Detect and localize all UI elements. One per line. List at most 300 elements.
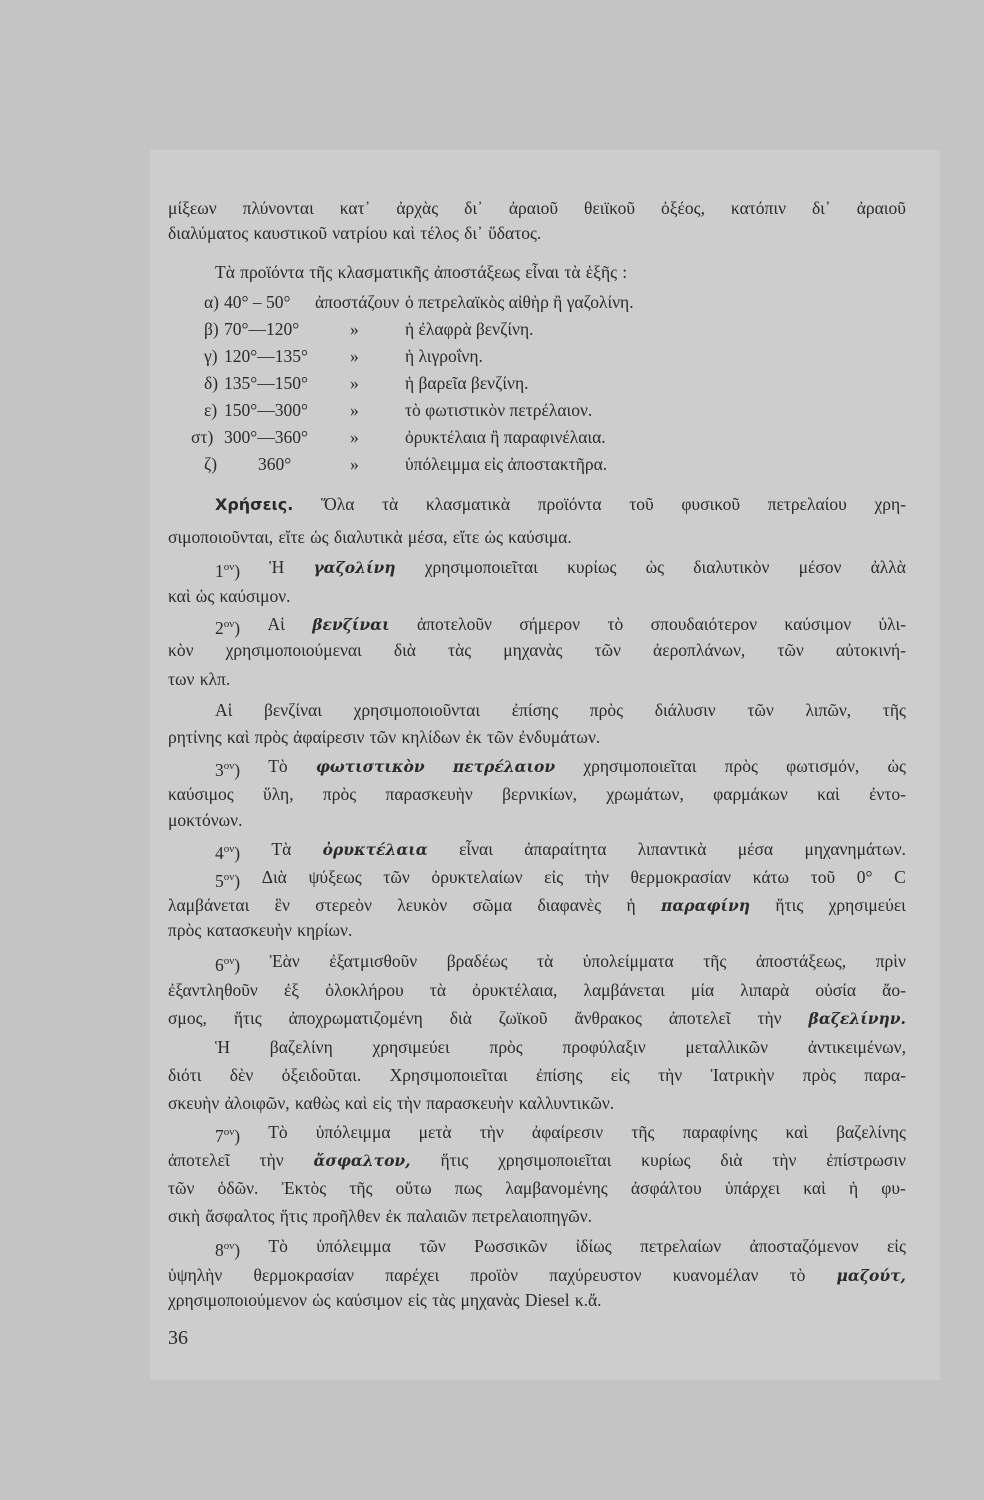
- text: τῶν: [168, 1178, 195, 1198]
- word: [225, 1092, 290, 1114]
- word: [426, 493, 510, 516]
- word: [487, 726, 513, 748]
- text: καύσιμον: [335, 1290, 403, 1310]
- text: Διὰ: [261, 867, 287, 887]
- word: [168, 1177, 194, 1199]
- word: [309, 261, 332, 283]
- text: κυρίως: [641, 1150, 691, 1170]
- text-line: [168, 1177, 906, 1199]
- text: τὰ: [537, 951, 554, 971]
- text: ἐξ: [283, 980, 300, 1000]
- text: βραδέως: [446, 951, 508, 971]
- text: λιπαντικὰ: [637, 839, 707, 859]
- word: [432, 1289, 455, 1311]
- text: ): [234, 1239, 241, 1260]
- word: [338, 261, 429, 283]
- word: [629, 493, 653, 516]
- text: Ἐὰν: [269, 951, 300, 971]
- text: ὕδατος.: [488, 223, 542, 243]
- word: [227, 726, 250, 748]
- text: καὶ: [344, 1093, 368, 1113]
- text: Τὸ: [268, 756, 288, 776]
- word: [894, 866, 906, 892]
- text: τὰ: [564, 262, 581, 282]
- text: ἑξῆς: [585, 262, 618, 282]
- word: [205, 1205, 274, 1227]
- text: εἶναι: [459, 839, 493, 859]
- word: [519, 726, 601, 748]
- word: [849, 1177, 858, 1199]
- text: δι᾽: [811, 198, 831, 218]
- word: [512, 699, 558, 721]
- word: [215, 556, 240, 582]
- text-line: [215, 699, 906, 721]
- text: ἰδίως: [575, 1236, 612, 1256]
- text: εἰς: [610, 1065, 630, 1085]
- word: [430, 979, 446, 1001]
- word: [240, 261, 304, 283]
- text: Ἰατρικὴν: [710, 1065, 775, 1085]
- word: [836, 1121, 906, 1147]
- word: [168, 783, 234, 805]
- text: ἐνδυμάτων.: [518, 727, 601, 747]
- text: κηρίων.: [297, 920, 353, 940]
- text: τῆς: [882, 700, 906, 720]
- text: ἀπαραίτητα: [524, 839, 607, 859]
- word: [638, 838, 707, 864]
- text: βερνικίων,: [502, 784, 578, 804]
- word: [345, 1092, 368, 1114]
- fraction-label: ε): [204, 400, 218, 420]
- text: τὸ: [607, 614, 624, 634]
- text: μηχανὰς: [460, 1290, 520, 1310]
- text: ζωϊκοῦ: [498, 1008, 548, 1028]
- text: ἥτις: [440, 1150, 469, 1170]
- word: [168, 726, 222, 748]
- text-line: [168, 894, 906, 917]
- word: [826, 1149, 906, 1172]
- word: [215, 1036, 230, 1058]
- text: χρωμάτων,: [606, 784, 684, 804]
- word: [631, 1121, 654, 1147]
- text: μετὰ: [418, 1122, 452, 1142]
- word: [316, 1235, 391, 1261]
- text: παρασκευὴν: [426, 1093, 514, 1113]
- text: Ἡ: [215, 1037, 231, 1057]
- word: [874, 493, 905, 516]
- text-line: [168, 639, 906, 661]
- text-line: [168, 1064, 906, 1086]
- text: οὕτω: [395, 1178, 432, 1198]
- text: βενζίναι: [264, 700, 322, 720]
- text: καλλυντικῶν.: [518, 1093, 615, 1113]
- word: [537, 950, 553, 976]
- text: τῆς: [309, 262, 333, 282]
- word: [646, 556, 664, 582]
- text: εἰς: [372, 1093, 392, 1113]
- word: [168, 222, 248, 244]
- word: [218, 1177, 259, 1199]
- word: [168, 979, 258, 1001]
- text: τὴν: [479, 1122, 504, 1142]
- text: τὴν: [658, 1065, 683, 1085]
- word: [215, 613, 240, 639]
- text: πετρελαίου: [767, 494, 847, 514]
- text: λαμβανομένης: [505, 1178, 608, 1198]
- word: [883, 699, 906, 721]
- text: διαφανὲς: [537, 895, 602, 915]
- text: ψύξεως: [308, 867, 362, 887]
- text: τῶν: [747, 700, 774, 720]
- word: [653, 639, 745, 661]
- word: [803, 1177, 826, 1199]
- text: ὑλι-: [878, 614, 906, 634]
- text: 8: [215, 1239, 224, 1260]
- text: ον: [223, 561, 235, 573]
- text: διαλυτικὸν: [693, 557, 770, 577]
- text: ἐκ: [465, 727, 482, 747]
- text: Ὅλα: [320, 494, 355, 514]
- text: ον: [223, 871, 235, 883]
- fraction-range: 150°—300°: [224, 400, 308, 420]
- text: τὰς: [432, 1290, 456, 1310]
- word: [215, 950, 240, 976]
- word: [336, 1289, 403, 1311]
- fraction-label: στ): [191, 427, 214, 447]
- word: [168, 894, 249, 917]
- text: μοκτόνων.: [168, 810, 243, 830]
- word: [313, 1149, 410, 1172]
- word: [525, 261, 559, 283]
- text-line: [168, 526, 906, 548]
- word: [450, 1007, 472, 1030]
- word: [881, 1177, 906, 1199]
- text: λαμβάνεται: [168, 895, 250, 915]
- word: [611, 1064, 630, 1086]
- text-line: [215, 613, 906, 639]
- text: κάτω: [752, 867, 790, 887]
- text: τῶν: [419, 1236, 446, 1256]
- text: κυρίως: [567, 557, 617, 577]
- text: πρὸς: [802, 1065, 836, 1085]
- word: [396, 197, 438, 219]
- word: [811, 866, 835, 892]
- text: 5: [215, 870, 224, 891]
- text: καὶ: [226, 727, 250, 747]
- word: [641, 1149, 690, 1172]
- fraction-range: 300°—360°: [224, 427, 308, 447]
- word: [864, 1064, 906, 1086]
- text: στερεὸν: [315, 895, 372, 915]
- text: ἀποσταζόμενον: [749, 1236, 859, 1256]
- word: [268, 755, 287, 781]
- text: λαμβάνεται: [583, 980, 665, 1000]
- text: διάλυσιν: [654, 700, 716, 720]
- text: ὀρυκτέλαια,: [472, 980, 558, 1000]
- text: τῶν: [369, 727, 397, 747]
- text: μηχανημάτων.: [804, 839, 906, 859]
- text: δι᾽: [464, 198, 483, 218]
- text: πως: [454, 1178, 483, 1198]
- text: ἥτις: [775, 895, 804, 915]
- word: [220, 585, 291, 607]
- word: [473, 894, 513, 917]
- word: [711, 1064, 775, 1086]
- word: [594, 639, 620, 661]
- word: [768, 493, 847, 516]
- text: ἡ: [626, 895, 636, 915]
- text: δι᾽: [464, 223, 483, 243]
- word: [168, 526, 273, 548]
- emphasized-term: γαζολίνη: [313, 558, 396, 577]
- text-line: [168, 1264, 906, 1287]
- text: πετρελαιοπηγῶν.: [472, 1206, 593, 1226]
- text: δὲν: [229, 1065, 254, 1085]
- word: [720, 1149, 742, 1172]
- text: ὑψηλὴν: [168, 1265, 223, 1285]
- text: παχύρευστον: [549, 1265, 642, 1285]
- word: [817, 783, 840, 805]
- text: καὶ: [168, 586, 191, 606]
- text: σῶμα: [472, 895, 513, 915]
- text: τῆς: [349, 1178, 373, 1198]
- word: [321, 493, 354, 516]
- word: [757, 1007, 781, 1030]
- text: τὴν: [772, 1150, 797, 1170]
- word: [784, 613, 851, 639]
- word: [519, 1092, 614, 1114]
- text: Αἱ: [267, 614, 285, 634]
- word: [879, 613, 906, 639]
- text-line: [168, 668, 906, 690]
- fraction-product: ἡ βαρεῖα βενζίνη.: [405, 373, 529, 393]
- word: [313, 1205, 381, 1227]
- word: [447, 950, 508, 976]
- fraction-product: ἡ ἐλαφρὰ βενζίνη.: [405, 319, 534, 339]
- word: [226, 639, 362, 661]
- text: των: [168, 669, 195, 689]
- text: χρησιμεύει: [372, 1037, 450, 1057]
- text: φαρμάκων: [713, 784, 788, 804]
- fraction-product: ὀρυκτέλαια ἢ παραφινέλαια.: [405, 427, 606, 447]
- word: [607, 613, 623, 639]
- word: [537, 894, 601, 917]
- word: [871, 556, 906, 582]
- text: χρησιμοποιούμενον: [168, 1290, 307, 1310]
- word: [786, 755, 859, 781]
- text: τῶν: [777, 640, 804, 660]
- text: ὁδῶν.: [217, 1178, 259, 1198]
- text: ἓν: [274, 895, 290, 915]
- word: [386, 1205, 402, 1227]
- text: 2: [215, 617, 224, 638]
- word: [293, 726, 364, 748]
- text: ἀφαίρεσιν: [293, 727, 365, 747]
- fraction-range: 360°: [258, 454, 292, 474]
- text: σικὴ: [168, 1206, 201, 1226]
- fraction-verb: »: [350, 454, 359, 474]
- text: καὶ: [817, 784, 840, 804]
- word: [586, 261, 617, 283]
- text-line: [215, 261, 906, 283]
- word: [583, 950, 674, 976]
- text: τοῦ: [810, 867, 836, 887]
- word: [215, 1121, 240, 1147]
- text: κ.ἄ.: [574, 1290, 602, 1310]
- text: Τὰ: [271, 839, 292, 859]
- text: ον: [223, 760, 235, 772]
- fraction-verb: »: [350, 427, 359, 447]
- word: [538, 493, 602, 516]
- fraction-range: 135°—150°: [224, 373, 308, 393]
- text: ἀποτελεῖ: [168, 1150, 230, 1170]
- text: εἶναι: [525, 262, 560, 282]
- word: [685, 1036, 768, 1058]
- text: σήμερον: [519, 614, 581, 634]
- word: [425, 556, 538, 582]
- text: ον: [223, 955, 235, 967]
- text: σπουδαιότερον: [650, 614, 758, 634]
- word: [267, 613, 284, 639]
- text: ὡς: [310, 527, 329, 547]
- text: παλαιῶν: [407, 1206, 467, 1226]
- word: [503, 639, 562, 661]
- word: [215, 755, 240, 781]
- word: [168, 1007, 207, 1030]
- word: [703, 950, 726, 976]
- fraction-product: τὸ φωτιστικὸν πετρέλαιον.: [405, 400, 593, 420]
- word: [168, 1092, 219, 1114]
- word: [200, 668, 231, 690]
- text: Τὰ: [215, 262, 235, 282]
- text: καθὼς: [294, 1093, 340, 1113]
- emphasized-term: μαζούτ,: [836, 1266, 906, 1285]
- text-line: [168, 979, 906, 1001]
- word: [440, 1149, 468, 1172]
- word: [574, 1007, 641, 1030]
- emphasized-term: βενζίναι: [312, 615, 390, 634]
- word: [268, 1235, 287, 1261]
- text: πλύνονται: [242, 198, 314, 218]
- word: [661, 894, 750, 917]
- word: [655, 699, 716, 721]
- word: [472, 1205, 592, 1227]
- text-line: [215, 1121, 906, 1147]
- word: [419, 1121, 452, 1147]
- text: ον: [223, 1126, 235, 1138]
- text: ): [234, 1125, 241, 1146]
- word: [323, 838, 428, 864]
- text: ὡς: [312, 1290, 331, 1310]
- text-line: [168, 1205, 906, 1227]
- fraction-range: 40° – 50°: [224, 292, 291, 312]
- text: C: [894, 867, 906, 887]
- word: [407, 1205, 467, 1227]
- word: [829, 894, 906, 917]
- word: [234, 1007, 262, 1030]
- text: ἐξατμισθοῦν: [329, 951, 418, 971]
- text: λιπαρὰ: [740, 980, 790, 1000]
- text: καύσιμα.: [508, 527, 572, 547]
- word: [464, 197, 483, 219]
- text: ἀλοιφῶν,: [224, 1093, 290, 1113]
- word: [196, 585, 214, 607]
- emphasized-term: ἄσφαλτον,: [313, 1151, 411, 1170]
- word: [803, 1064, 836, 1086]
- word: [669, 1007, 731, 1030]
- word: [168, 639, 193, 661]
- text-line: [215, 556, 906, 582]
- word: [297, 919, 352, 941]
- emphasized-term: παραφίνη: [660, 896, 751, 915]
- text: τὰς: [448, 640, 472, 660]
- text-line: [168, 197, 906, 219]
- text: τέλος: [420, 223, 459, 243]
- text: προϊόντα: [240, 262, 304, 282]
- fraction-verb: »: [350, 400, 359, 420]
- word: [420, 222, 459, 244]
- word: [401, 726, 460, 748]
- word: [584, 979, 665, 1001]
- word: [583, 755, 696, 781]
- text: σμος,: [168, 1008, 207, 1028]
- word: [484, 526, 502, 548]
- word: [564, 261, 580, 283]
- word: [168, 1289, 307, 1311]
- text: Ρωσσικῶν: [474, 1236, 548, 1256]
- text: σιμοποιοῦνται,: [168, 527, 274, 547]
- text: ἀποστάξεως,: [755, 951, 847, 971]
- word: [532, 1121, 603, 1147]
- text: πρὸς: [489, 1037, 523, 1057]
- word: [756, 950, 846, 976]
- word: [385, 1264, 439, 1287]
- text: παρα-: [864, 1065, 906, 1085]
- text: τὴν: [396, 1093, 421, 1113]
- text: ον: [223, 843, 235, 855]
- text: ἀεροπλάνων,: [653, 640, 746, 660]
- text: 4: [215, 842, 224, 863]
- word: [882, 979, 906, 1001]
- text: ἄσφαλτος: [205, 1206, 275, 1226]
- text: ἥτις: [279, 1206, 308, 1226]
- text: ἐπίστρωσιν: [826, 1150, 906, 1170]
- word: [271, 838, 291, 864]
- text: ἡ: [848, 1178, 859, 1198]
- word: [472, 979, 557, 1001]
- text: προϊὸν: [470, 1265, 519, 1285]
- word: [799, 556, 842, 582]
- text: θερμοκρασίαν: [630, 867, 732, 887]
- word: [524, 838, 606, 864]
- text: παρέχει: [385, 1265, 440, 1285]
- text: μεταλλικῶν: [685, 1037, 769, 1057]
- word: [585, 866, 609, 892]
- word: [417, 613, 492, 639]
- text: νατρίου: [332, 223, 388, 243]
- word: [790, 1264, 806, 1287]
- word: [282, 1064, 362, 1086]
- text: πρὶν: [875, 951, 906, 971]
- word: [498, 1149, 611, 1172]
- word: [453, 526, 479, 548]
- text: χρησιμοποιοῦνται: [353, 700, 481, 720]
- text: ἀρχὰς: [396, 198, 439, 218]
- text: χρη-: [874, 494, 906, 514]
- text: καὶ: [785, 1122, 808, 1142]
- text: κλασματικὰ: [425, 494, 511, 514]
- word: [313, 556, 395, 582]
